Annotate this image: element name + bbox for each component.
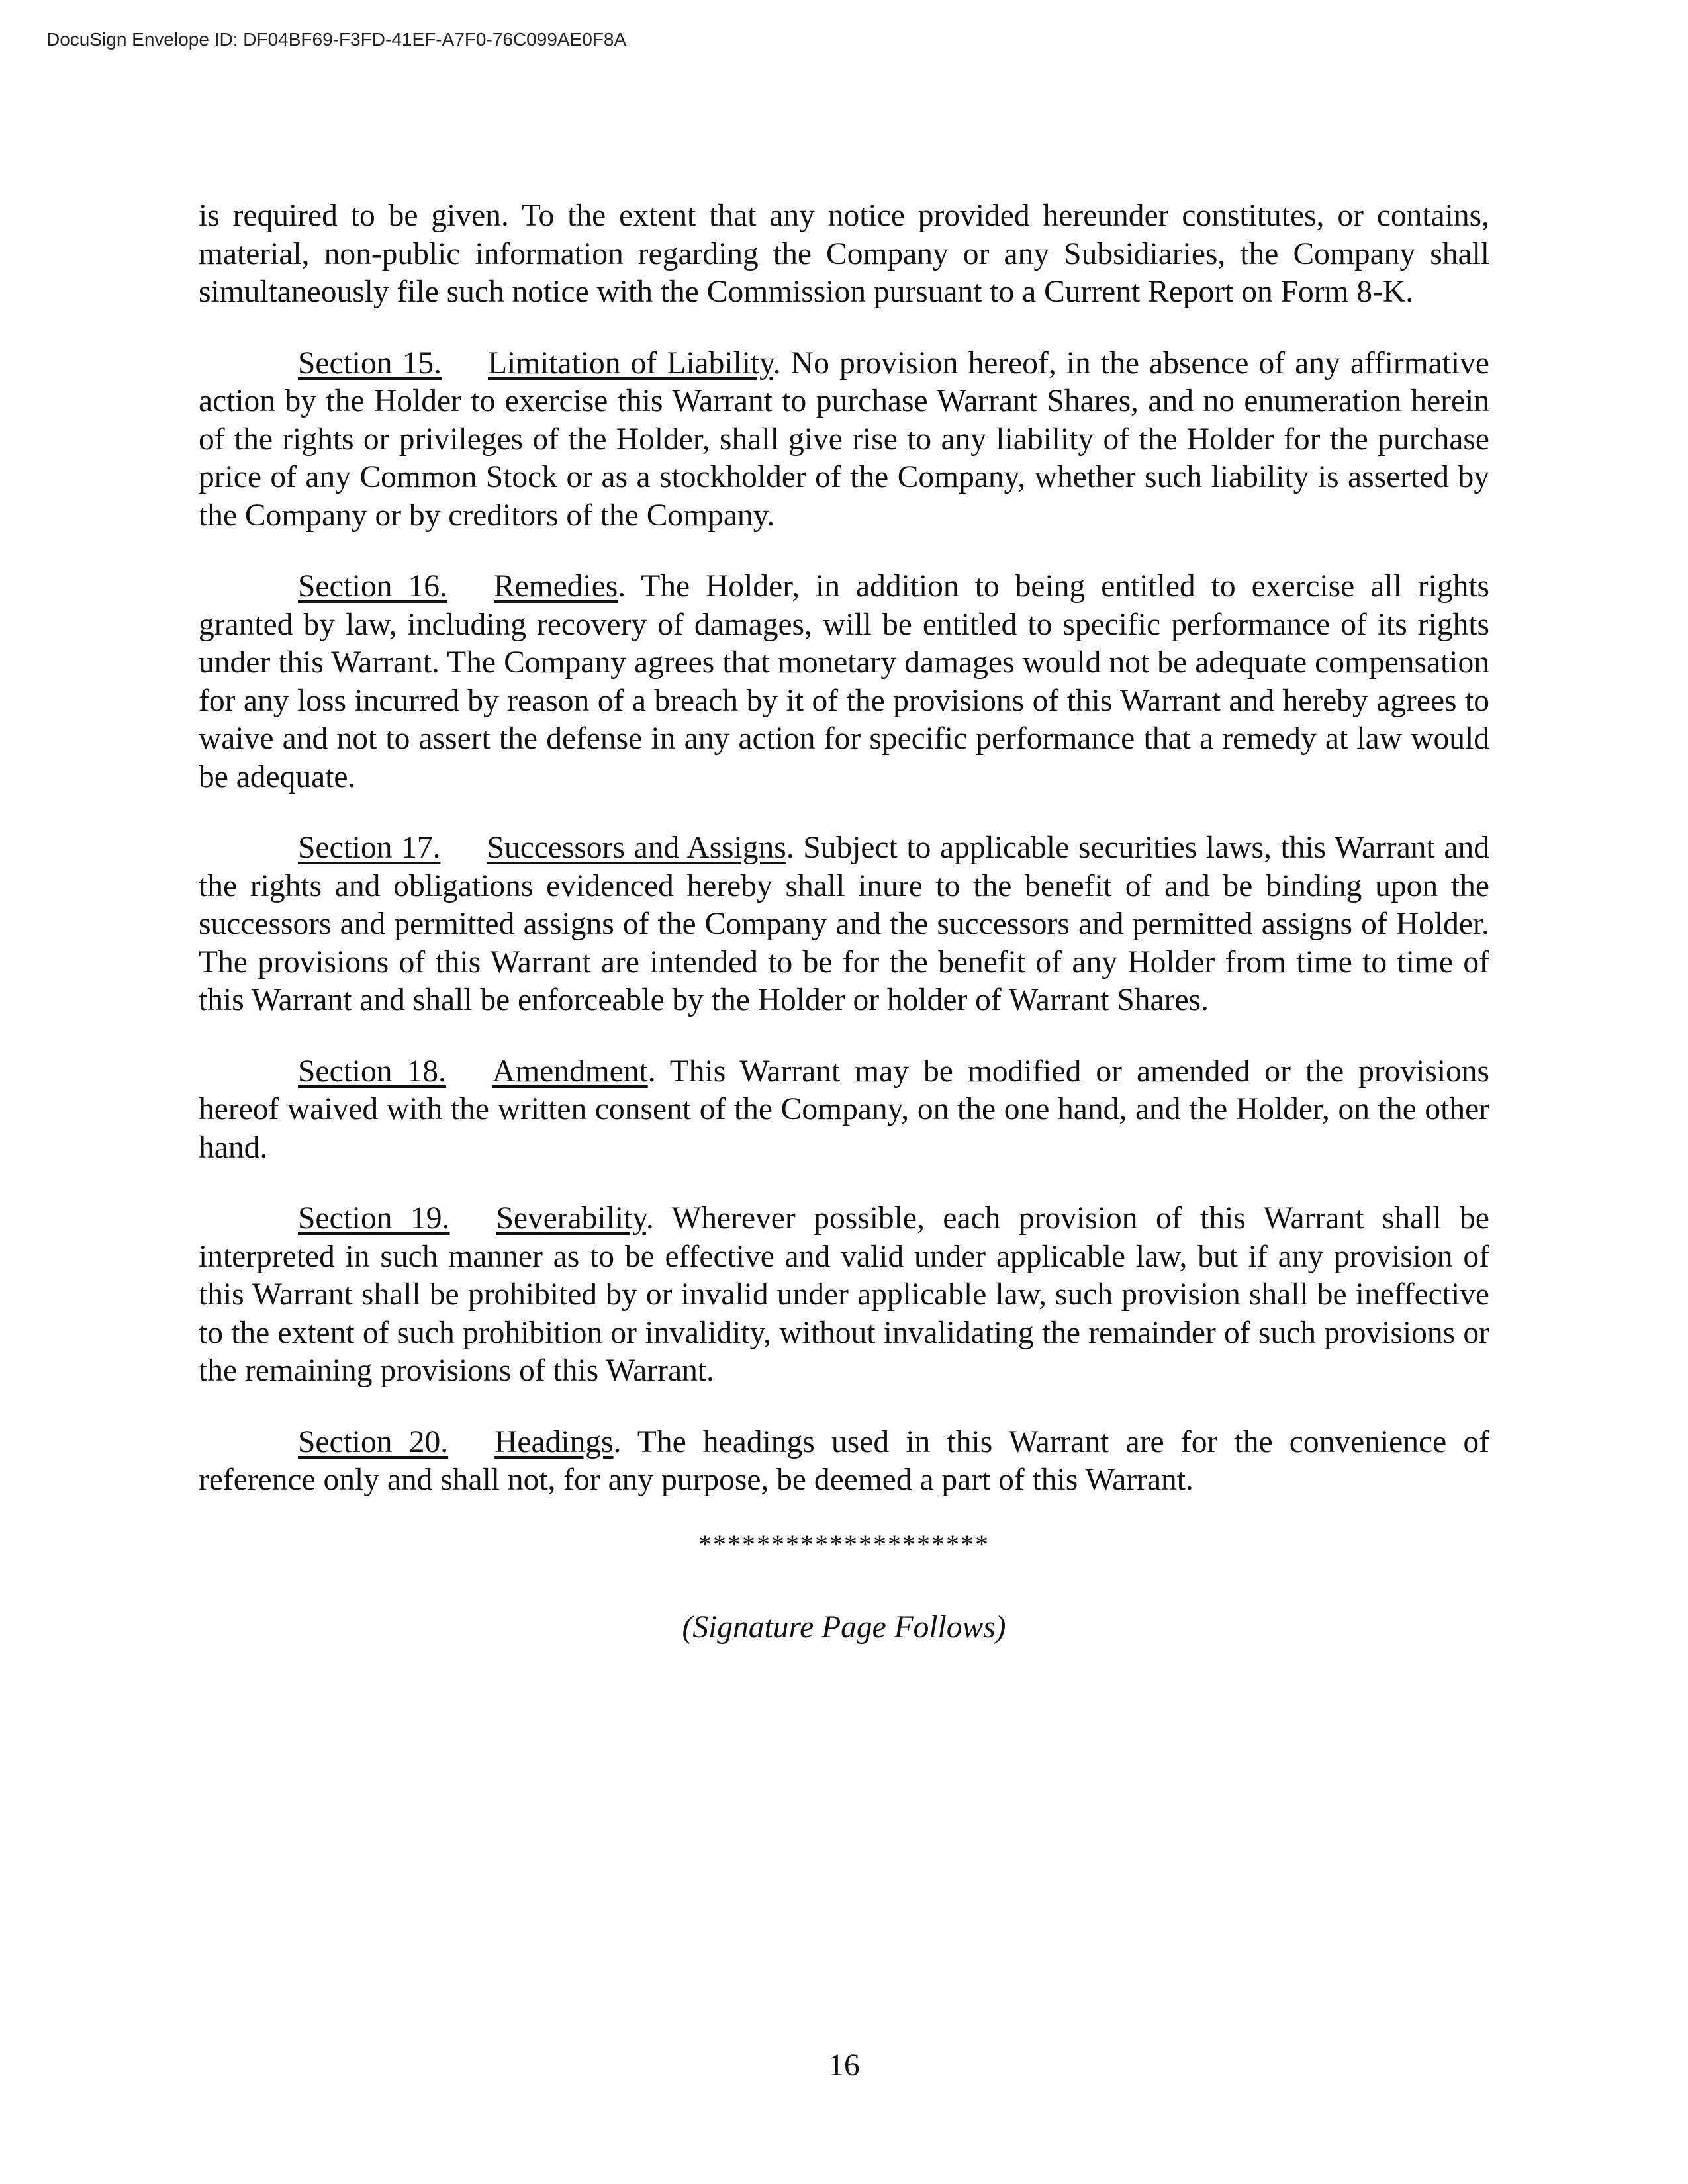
section-body: . Wherever possible, each provision of this Warrant shall be interpreted in such manner as to be effective and valid under applicable law, but if any provision of this Warrant shall be prohibited by or invalid under applicable law, such provision shall be ineffective to the extent of such prohibition or invalidity, without invalidating the remainder of such provisions or the remaining provisions of this Warrant. bbox=[199, 1201, 1489, 1388]
document-body bbox=[199, 197, 1489, 1533]
section-title: Remedies bbox=[493, 569, 618, 604]
section-number: Section 20. bbox=[298, 1424, 449, 1459]
docusign-envelope-id: DocuSign Envelope ID: DF04BF69-F3FD-41EF-A7F0-76C099AE0F8A bbox=[46, 29, 627, 50]
section-body: . The headings used in this Warrant are for the convenience of reference only and shall not, for any purpose, be deemed a part of this Warrant. bbox=[199, 1424, 1489, 1497]
section-body: . This Warrant may be modified or amended or the provisions hereof waived with the written consent of the Company, on the one hand, and the Holder, on the other hand. bbox=[199, 1054, 1490, 1165]
section-number: Section 15. bbox=[298, 345, 442, 381]
section-number: Section 19. bbox=[298, 1201, 450, 1236]
section-title: Amendment bbox=[492, 1054, 648, 1089]
page-number: 16 bbox=[828, 2048, 860, 2083]
section-19 bbox=[199, 1200, 1489, 1390]
section-20 bbox=[199, 1424, 1489, 1500]
signature-page-note: (Signature Page Follows) bbox=[682, 1610, 1006, 1645]
section-title: Severability bbox=[496, 1201, 646, 1236]
section-body: . No provision hereof, in the absence of any affirmative action by the Holder to exercise this Warrant to purchase Warrant Shares, and no enumeration herein of the rights or privileges of the Holder, shall give rise to any liability of the Holder for the purchase price of any Common Stock or as a stockholder of the Company, whether such liability is asserted by the Company or by creditors of the Company. bbox=[199, 345, 1489, 533]
section-divider-stars: ******************** bbox=[698, 1529, 990, 1559]
section-number: Section 18. bbox=[298, 1054, 446, 1089]
section-16 bbox=[199, 568, 1489, 796]
section-title: Successors and Assigns bbox=[487, 831, 786, 865]
section-body: . Subject to applicable securities laws, this Warrant and the rights and obligations evidenced hereby shall inure to the benefit of and be binding upon the successors and permitted assigns of the Company and the successors and permitted assigns of Holder. The provisions of this Warrant are intended to be for the benefit of any Holder from time to time of this Warrant and shall be enforceable by the Holder or holder of Warrant Shares. bbox=[199, 831, 1489, 1017]
section-number: Section 16. bbox=[298, 569, 447, 604]
section-title: Limitation of Liability bbox=[487, 345, 773, 381]
section-17 bbox=[199, 829, 1489, 1020]
section-title: Headings bbox=[494, 1424, 614, 1459]
section-18 bbox=[199, 1053, 1489, 1167]
section-number: Section 17. bbox=[298, 831, 441, 865]
intro-paragraph: is required to be given. To the extent that any notice provided hereunder constitutes, or contains, material, non-public information regarding the Company or any Subsidiaries, the Company shall simultaneously file such notice with the Commission pursuant to a Current Report on Form 8-K. bbox=[199, 199, 1489, 309]
section-15 bbox=[199, 345, 1489, 535]
section-body: . The Holder, in addition to being entitled to exercise all rights granted by law, including recovery of damages, will be entitled to specific performance of its rights under this Warrant. The Company agrees that monetary damages would not be adequate compensation for any loss incurred by reason of a breach by it of the provisions of this Warrant and hereby agrees to waive and not to assert the defense in any action for specific performance that a remedy at law would be adequate. bbox=[199, 569, 1489, 794]
